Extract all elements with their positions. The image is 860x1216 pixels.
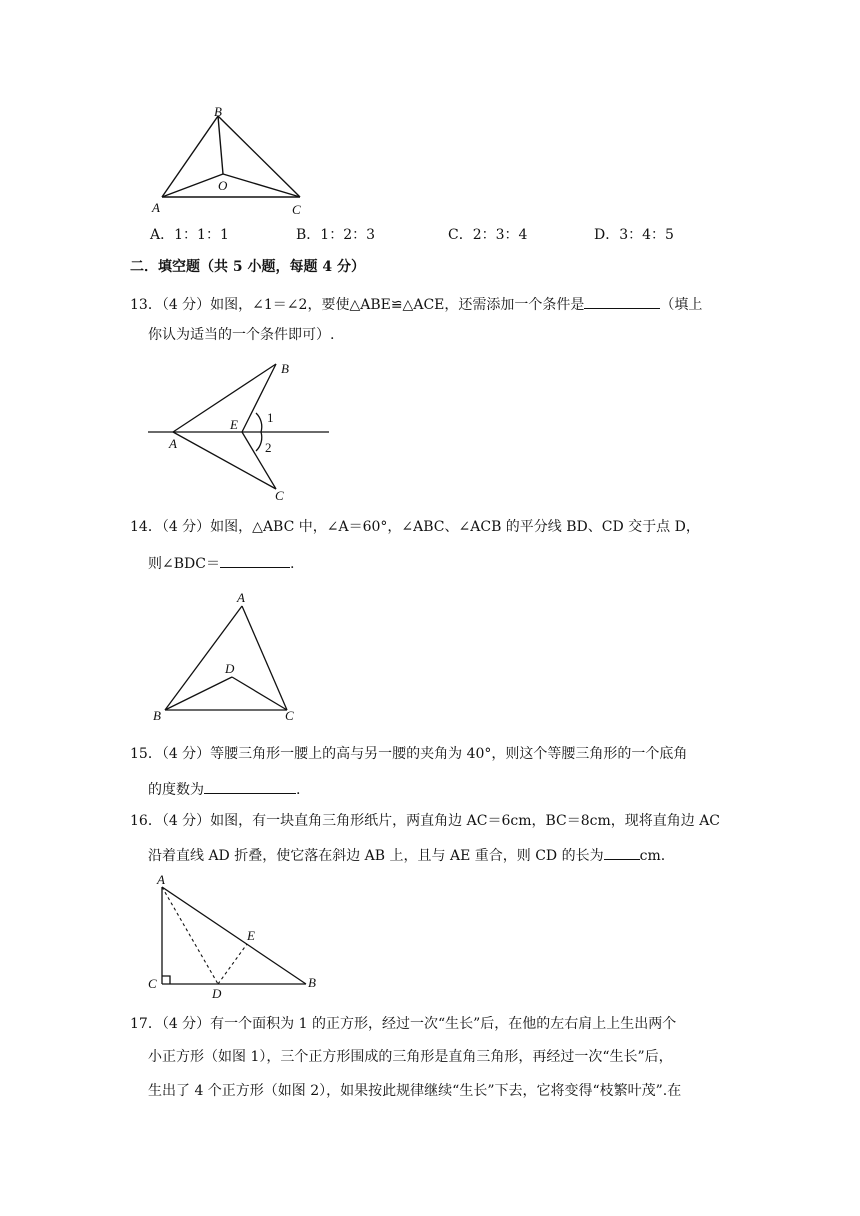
label-d: D	[225, 661, 235, 676]
q16-line1: 16．（4 分）如图，有一块直角三角形纸片，两直角边 AC＝6cm，BC＝8cm，现将直角边 AC	[130, 813, 721, 829]
q13-tail: （填上	[660, 297, 703, 313]
label-a: A	[152, 200, 160, 215]
q14-text: 则∠BDC＝	[148, 556, 220, 572]
label-a: A	[169, 436, 177, 451]
figure-q14	[145, 588, 315, 728]
q13-text: 13．（4 分）如图，∠1＝∠2，要使△ABE≌△ACE，还需添加一个条件是	[130, 297, 585, 313]
section-heading: 二．填空题（共 5 小题，每题 4 分）	[130, 259, 365, 275]
q13-line2: 你认为适当的一个条件即可）.	[148, 327, 335, 343]
figure-q16	[145, 872, 330, 1001]
label-angle-2: 2	[265, 440, 272, 455]
q15-line1: 15．（4 分）等腰三角形一腰上的高与另一腰的夹角为 40°，则这个等腰三角形的一个底角	[130, 746, 688, 762]
q14-line1: 14．（4 分）如图，△ABC 中，∠A＝60°，∠ABC、∠ACB 的平分线 BD、CD 交于点 D，	[130, 519, 700, 535]
label-b: B	[281, 361, 289, 376]
answer-blank[interactable]	[220, 552, 290, 568]
q15-tail: .	[296, 782, 301, 798]
option-text: 3：4：5	[619, 227, 674, 243]
label-c: C	[285, 708, 294, 723]
label-a: A	[157, 872, 165, 887]
q16-tail: cm.	[639, 848, 666, 864]
figure-q12	[150, 104, 320, 216]
q15-line2	[148, 778, 300, 800]
option-letter: A．	[150, 227, 175, 243]
q15-text: 的度数为	[148, 782, 204, 798]
q16-line2	[148, 844, 665, 866]
label-d: D	[212, 986, 222, 1001]
q17-line3: 生出了 4 个正方形（如图 2），如果按此规律继续“生长”下去，它将变得“枝繁叶茂”.在	[148, 1083, 682, 1099]
q16-text: 沿着直线 AD 折叠，使它落在斜边 AB 上，且与 AE 重合，则 CD 的长为	[148, 848, 604, 864]
option-d	[594, 225, 674, 245]
figure-q13	[145, 355, 335, 505]
label-e: E	[230, 417, 238, 432]
option-b	[296, 225, 375, 245]
kite-figure	[145, 355, 335, 505]
q17-line2: 小正方形（如图 1），三个正方形围成的三角形是直角三角形，再经过一次“生长”后，	[148, 1049, 673, 1065]
right-triangle-fold	[145, 872, 330, 1001]
answer-blank[interactable]	[204, 778, 296, 794]
option-text: 1：1：1	[174, 227, 229, 243]
option-a	[150, 225, 229, 245]
option-letter: D．	[594, 227, 620, 243]
q17-line1: 17．（4 分）有一个面积为 1 的正方形，经过一次“生长”后，在他的左右肩上上生出两个	[130, 1016, 677, 1032]
label-c: C	[275, 488, 284, 503]
triangle-abc-with-point-d	[145, 588, 315, 728]
option-letter: C．	[448, 227, 473, 243]
label-b: B	[308, 975, 316, 990]
option-text: 1：2：3	[320, 227, 376, 243]
label-b: B	[214, 104, 222, 119]
label-c: C	[292, 202, 301, 217]
answer-blank[interactable]	[604, 844, 640, 860]
q13-line1	[130, 293, 702, 315]
label-b: B	[153, 708, 161, 723]
label-c: C	[148, 976, 157, 991]
label-o: O	[218, 178, 228, 193]
label-e: E	[247, 928, 255, 943]
triangle-abc-with-point-o	[150, 104, 320, 216]
q14-tail: .	[289, 556, 295, 572]
label-angle-1: 1	[267, 410, 274, 425]
option-letter: B．	[296, 227, 321, 243]
q14-line2	[148, 552, 294, 574]
label-a: A	[237, 590, 245, 605]
option-c	[448, 225, 527, 245]
option-text: 2：3：4	[472, 227, 528, 243]
answer-blank[interactable]	[584, 293, 660, 309]
